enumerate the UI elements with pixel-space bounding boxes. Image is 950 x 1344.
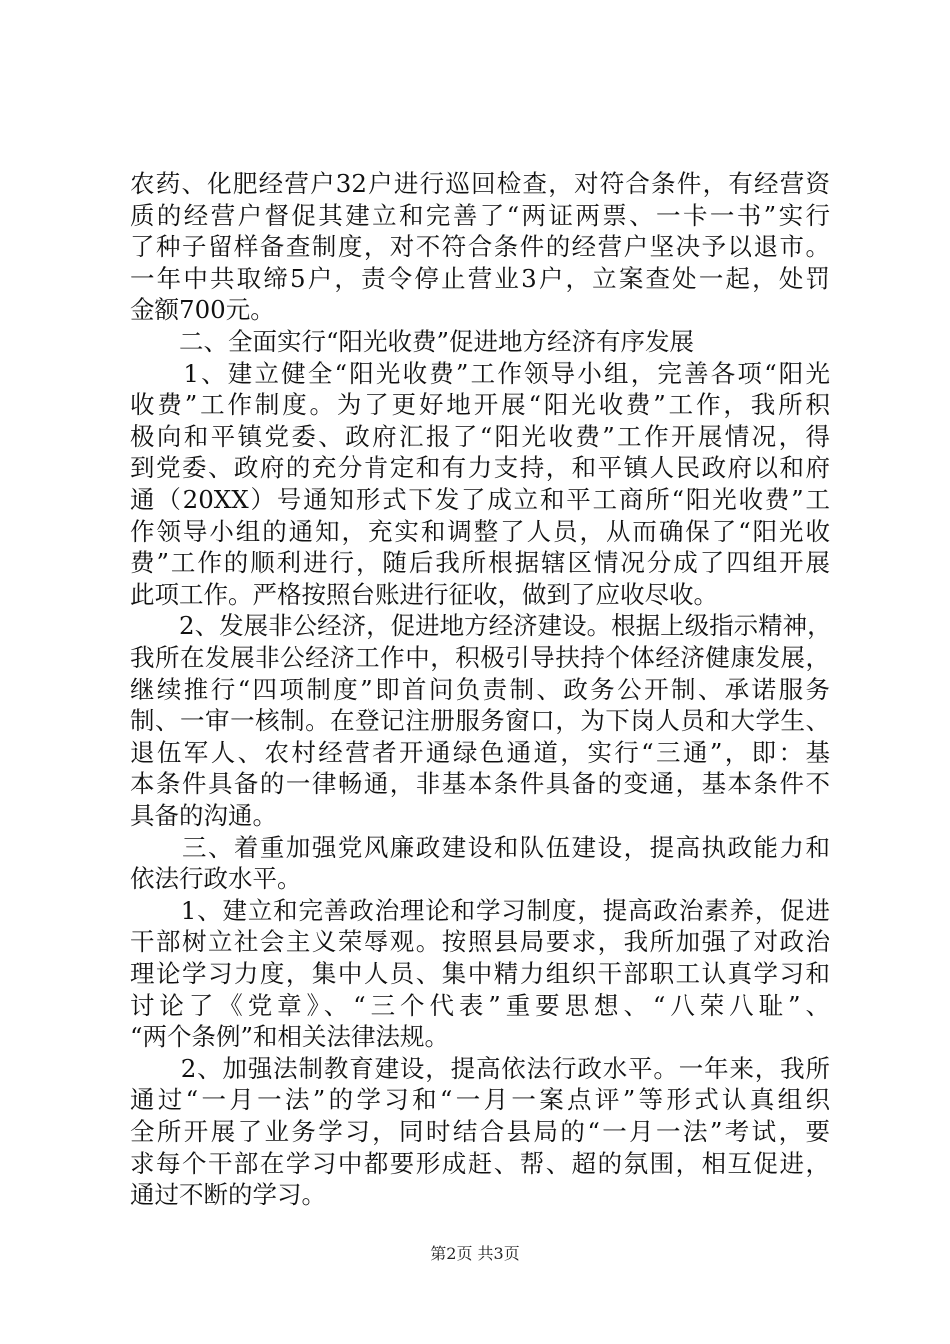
text-line: 2、发展非公经济，促进地方经济建设。根据上级指示精神， xyxy=(130,611,832,641)
text-line: 极向和平镇党委、政府汇报了“阳光收费”工作开展情况，得 xyxy=(130,421,830,451)
text-line: 干部树立社会主义荣辱观。按照县局要求，我所加强了对政治 xyxy=(130,927,830,957)
text-line: 作领导小组的通知，充实和调整了人员，从而确保了“阳光收 xyxy=(130,516,830,546)
text-line: 继续推行“四项制度”即首问负责制、政务公开制、承诺服务 xyxy=(130,674,830,704)
text-line: 通（20XX）号通知形式下发了成立和平工商所“阳光收费”工 xyxy=(130,485,830,514)
text-line: 此项工作。严格按照台账进行征收，做到了应收尽收。 xyxy=(130,579,718,609)
text-line: 我所在发展非公经济工作中，积极引导扶持个体经济健康发展， xyxy=(130,643,830,672)
text-line: 本条件具备的一律畅通，非基本条件具备的变通，基本条件不 xyxy=(130,769,830,799)
text-line: 了种子留样备查制度，对不符合条件的经营户坚决予以退市。 xyxy=(130,232,830,262)
text-line: 求每个干部在学习中都要形成赶、帮、超的氛围，相互促进， xyxy=(130,1148,830,1178)
text-line: 到党委、政府的充分肯定和有力支持，和平镇人民政府以和府 xyxy=(130,453,830,483)
text-line: 讨论了《党章》、“三个代表”重要思想、“八荣八耻”、 xyxy=(130,990,830,1020)
text-line: 1、建立和完善政治理论和学习制度，提高政治素养，促进 xyxy=(130,895,830,925)
text-line: 通过“一月一法”的学习和“一月一案点评”等形式认真组织 xyxy=(130,1085,830,1115)
text-line: 三、着重加强党风廉政建设和队伍建设，提高执政能力和 xyxy=(130,832,830,862)
text-line: 依法行政水平。 xyxy=(130,864,302,894)
text-line: 理论学习力度，集中人员、集中精力组织干部职工认真学习和 xyxy=(130,959,830,988)
text-line: 具备的沟通。 xyxy=(130,801,277,830)
text-line: 质的经营户督促其建立和完善了“两证两票、一卡一书”实行 xyxy=(130,200,830,230)
text-line: 制、一审一核制。在登记注册服务窗口，为下岗人员和大学生、 xyxy=(130,706,830,736)
text-line: 二、全面实行“阳光收费”促进地方经济有序发展 xyxy=(130,327,695,356)
text-line: 全所开展了业务学习，同时结合县局的“一月一法”考试，要 xyxy=(130,1117,830,1146)
text-line: 农药、化肥经营户32户进行巡回检查，对符合条件，有经营资 xyxy=(130,169,830,198)
page-footer: 第2页 共3页 xyxy=(430,1244,520,1263)
text-line: “两个条例”和相关法律法规。 xyxy=(130,1022,450,1052)
text-line: 退伍军人、农村经营者开通绿色通道，实行“三通”，即：基 xyxy=(130,737,830,767)
text-line: 2、加强法制教育建设，提高依法行政水平。一年来，我所 xyxy=(130,1053,830,1083)
text-line: 费”工作的顺利进行，随后我所根据辖区情况分成了四组开展 xyxy=(130,548,830,578)
text-line: 收费”工作制度。为了更好地开展“阳光收费”工作，我所积 xyxy=(130,390,830,420)
text-line: 通过不断的学习。 xyxy=(130,1180,326,1210)
text-line: 1、建立健全“阳光收费”工作领导小组，完善各项“阳光 xyxy=(130,358,830,388)
text-line: 金额700元。 xyxy=(130,295,275,325)
text-line: 一年中共取缔5户，责令停止营业3户，立案查处一起，处罚 xyxy=(130,263,830,293)
